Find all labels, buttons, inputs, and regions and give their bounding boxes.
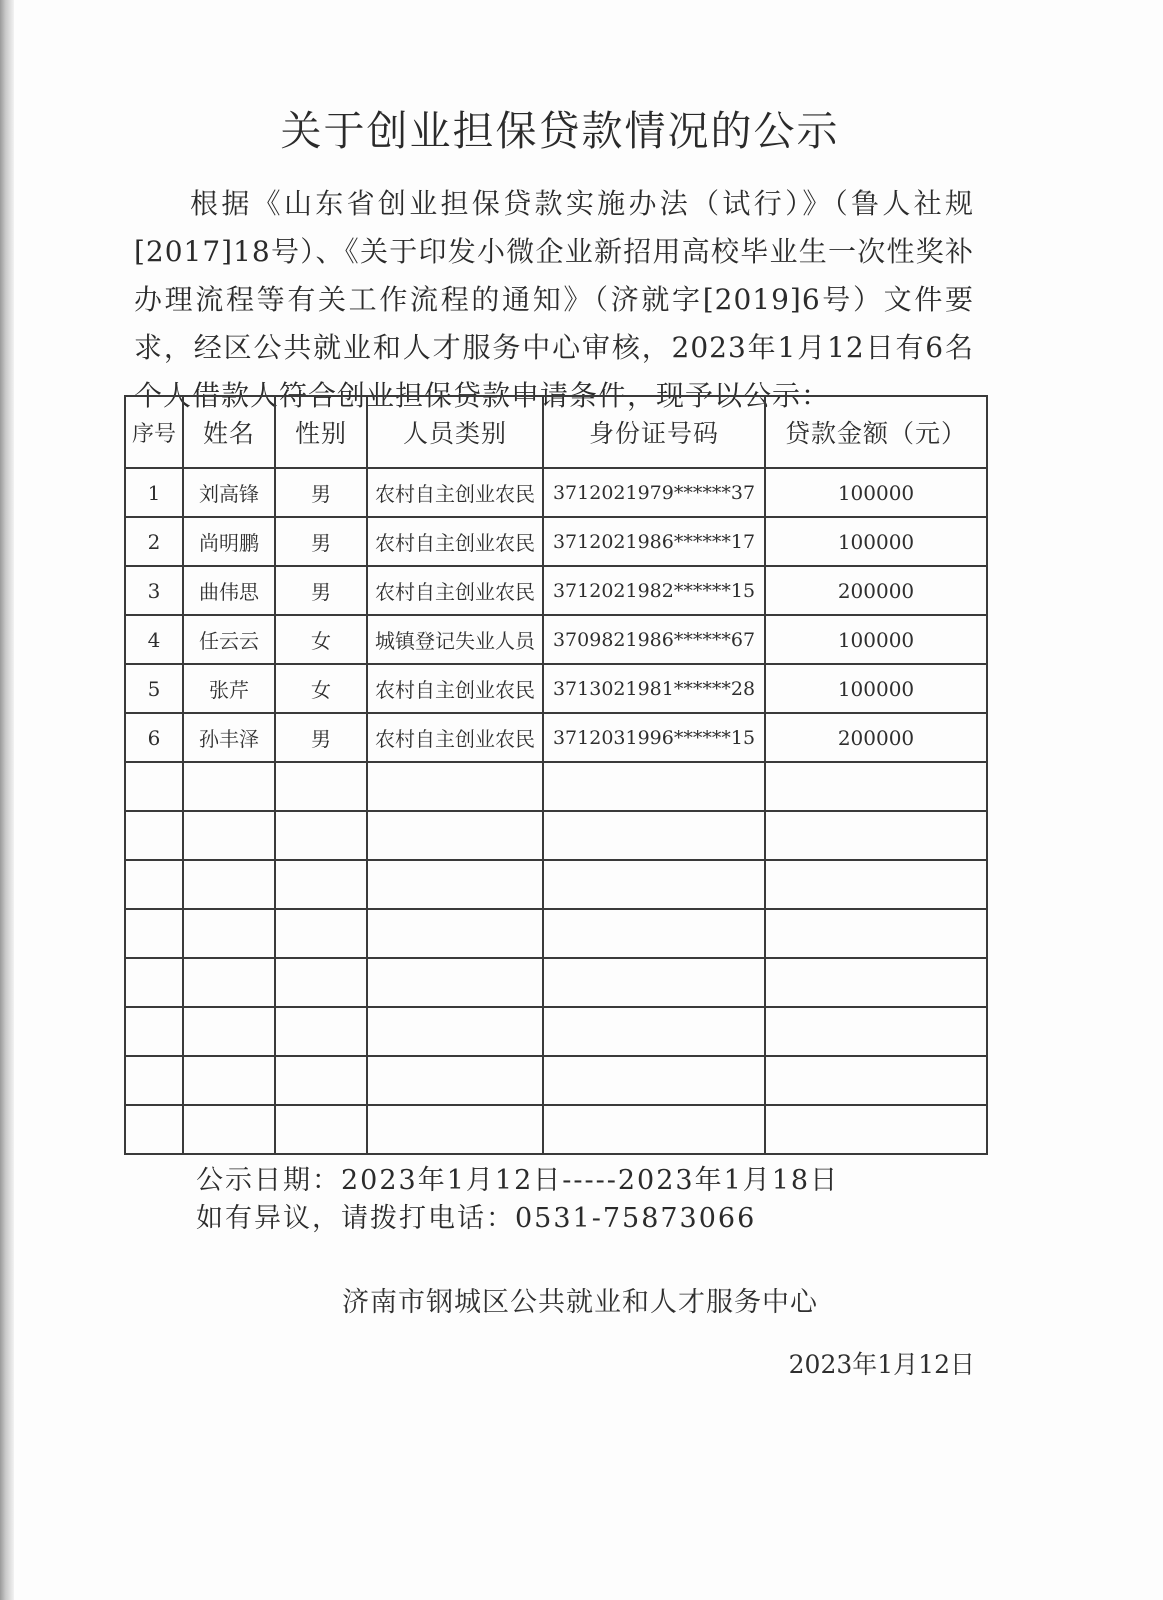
cell-id: 3712021986******17 xyxy=(543,517,765,566)
cell-name: 张芹 xyxy=(183,664,275,713)
empty-table-row xyxy=(125,1105,987,1154)
empty-table-row xyxy=(125,1056,987,1105)
cell-no: 2 xyxy=(125,517,183,566)
cell-no: 3 xyxy=(125,566,183,615)
cell-amount: 200000 xyxy=(765,566,987,615)
cell-name: 刘高锋 xyxy=(183,468,275,517)
header-no: 序号 xyxy=(125,396,183,468)
cell-amount: 100000 xyxy=(765,664,987,713)
announcement-period: 公示日期：2023年1月12日-----2023年1月18日 xyxy=(196,1165,840,1196)
cell-no: 1 xyxy=(125,468,183,517)
intro-paragraph: 根据《山东省创业担保贷款实施办法（试行）》（鲁人社规[2017]18号）、《关于印发小微企业新招用高校毕业生一次性奖补办理流程等有关工作流程的通知》（济就字[2019]6号）文件要求，经区公共就业和人才服务中心审核，2023年1月12日有6名个人借款人符合创业担保贷款申请条件，现予以公示： xyxy=(134,187,974,412)
cell-id: 3712021979******37 xyxy=(543,468,765,517)
header-id: 身份证号码 xyxy=(543,396,765,468)
empty-table-row xyxy=(125,909,987,958)
empty-table-row xyxy=(125,860,987,909)
loan-table xyxy=(124,395,988,1155)
table-header-row xyxy=(125,396,987,468)
cell-no: 4 xyxy=(125,615,183,664)
cell-no: 5 xyxy=(125,664,183,713)
header-name: 姓名 xyxy=(183,396,275,468)
cell-gender: 男 xyxy=(275,713,367,762)
cell-id: 3712031996******15 xyxy=(543,713,765,762)
header-gender: 性别 xyxy=(275,396,367,468)
cell-gender: 男 xyxy=(275,517,367,566)
cell-amount: 100000 xyxy=(765,517,987,566)
empty-table-row xyxy=(125,811,987,860)
cell-amount: 200000 xyxy=(765,713,987,762)
cell-gender: 女 xyxy=(275,615,367,664)
cell-category: 农村自主创业农民 xyxy=(367,713,543,762)
cell-category: 城镇登记失业人员 xyxy=(367,615,543,664)
table-row xyxy=(125,468,987,517)
cell-name: 曲伟思 xyxy=(183,566,275,615)
cell-gender: 男 xyxy=(275,566,367,615)
page-title: 关于创业担保贷款情况的公示 xyxy=(280,107,840,155)
empty-table-row xyxy=(125,1007,987,1056)
cell-id: 3712021982******15 xyxy=(543,566,765,615)
cell-name: 任云云 xyxy=(183,615,275,664)
empty-table-row xyxy=(125,958,987,1007)
objection-phone: 如有异议，请拨打电话：0531-75873066 xyxy=(196,1203,757,1234)
header-category: 人员类别 xyxy=(367,396,543,468)
cell-name: 尚明鹏 xyxy=(183,517,275,566)
cell-gender: 男 xyxy=(275,468,367,517)
cell-category: 农村自主创业农民 xyxy=(367,468,543,517)
cell-category: 农村自主创业农民 xyxy=(367,566,543,615)
cell-amount: 100000 xyxy=(765,468,987,517)
cell-category: 农村自主创业农民 xyxy=(367,664,543,713)
cell-id: 3709821986******67 xyxy=(543,615,765,664)
header-amount: 贷款金额（元） xyxy=(765,396,987,468)
cell-category: 农村自主创业农民 xyxy=(367,517,543,566)
issuing-organization: 济南市钢城区公共就业和人才服务中心 xyxy=(342,1287,818,1318)
cell-name: 孙丰泽 xyxy=(183,713,275,762)
cell-amount: 100000 xyxy=(765,615,987,664)
cell-gender: 女 xyxy=(275,664,367,713)
signature-date: 2023年1月12日 xyxy=(788,1350,975,1379)
cell-id: 3713021981******28 xyxy=(543,664,765,713)
cell-no: 6 xyxy=(125,713,183,762)
empty-table-row xyxy=(125,762,987,811)
table-row xyxy=(125,664,987,713)
scan-edge-shadow xyxy=(0,0,14,1600)
table-row xyxy=(125,615,987,664)
table-row xyxy=(125,713,987,762)
table-row xyxy=(125,517,987,566)
table-row xyxy=(125,566,987,615)
